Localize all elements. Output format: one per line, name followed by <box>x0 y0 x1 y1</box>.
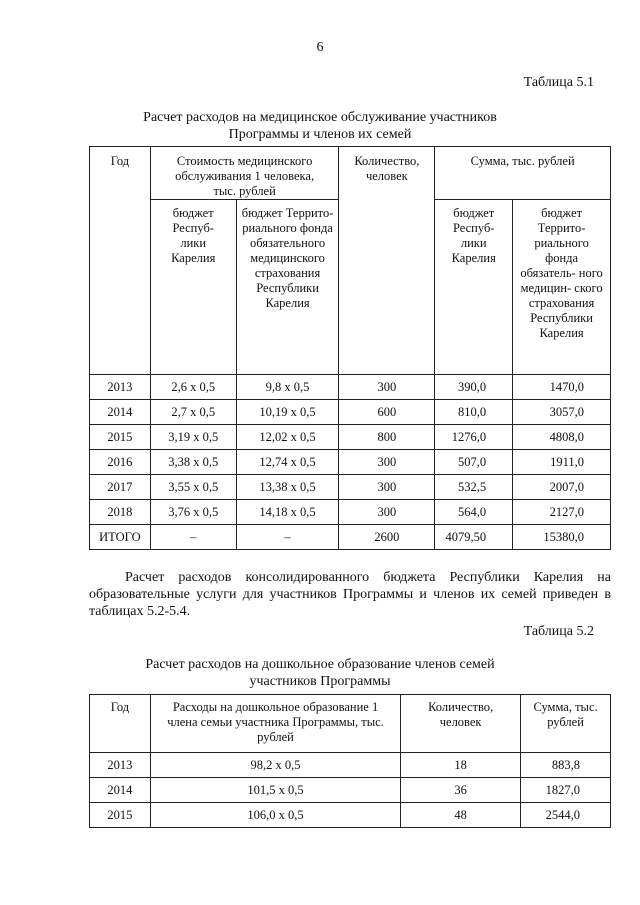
cell-sum-tfoms: 15380,0 <box>513 525 611 550</box>
table-row <box>90 425 611 450</box>
preschool-expenses-table <box>89 694 611 828</box>
header-year: Год <box>90 147 151 375</box>
cell-year: 2013 <box>90 375 151 400</box>
header-cost: Стоимость медицинского обслуживания 1 человека, тыс. рублей <box>150 147 339 200</box>
cell-cost-tfoms: 9,8 х 0,5 <box>236 375 339 400</box>
table-5-2-title <box>90 656 550 690</box>
cell-sum-rk: 1276,0 <box>435 425 513 450</box>
cell-cost-tfoms: 12,74 х 0,5 <box>236 450 339 475</box>
header-budget-tfoms: бюджет Террито- риального фонда обязательного медицинского страхования Республики Карелия <box>236 200 339 375</box>
cell-expense: 106,0 х 0,5 <box>150 803 400 828</box>
cell-sum-tfoms: 4808,0 <box>513 425 611 450</box>
header-quantity: Количество, человек <box>339 147 435 375</box>
cell-quantity: 300 <box>339 500 435 525</box>
cell-quantity: 800 <box>339 425 435 450</box>
cell-year: 2016 <box>90 450 151 475</box>
cell-quantity: 600 <box>339 400 435 425</box>
table-5-2-title-line2: участников Программы <box>249 674 391 689</box>
cell-sum-rk: 390,0 <box>435 375 513 400</box>
cell-sum-rk: 507,0 <box>435 450 513 475</box>
cell-sum: 2544,0 <box>521 803 611 828</box>
page-number: 6 <box>316 40 324 55</box>
medical-expenses-table <box>89 146 611 550</box>
cell-sum-tfoms: 1911,0 <box>513 450 611 475</box>
table-5-2-title-line1: Расчет расходов на дошкольное образование членов семей <box>145 657 495 672</box>
body-paragraph <box>89 569 611 620</box>
cell-sum-rk: 4079,50 <box>435 525 513 550</box>
cell-quantity: 300 <box>339 475 435 500</box>
cell-cost-rk: 2,6 х 0,5 <box>150 375 236 400</box>
header-year: Год <box>90 695 151 753</box>
table-row <box>90 450 611 475</box>
cell-cost-rk: 3,76 х 0,5 <box>150 500 236 525</box>
cell-cost-tfoms: 14,18 х 0,5 <box>236 500 339 525</box>
table-row <box>90 500 611 525</box>
body-paragraph-text: Расчет расходов консолидированного бюджета Республики Карелия на образовательные услуги для участников Программы и членов их семей приведен в таблицах 5.2-5.4. <box>89 570 611 619</box>
table-row <box>90 778 611 803</box>
cell-cost-tfoms: – <box>236 525 339 550</box>
cell-cost-tfoms: 13,38 х 0,5 <box>236 475 339 500</box>
cell-sum-tfoms: 2007,0 <box>513 475 611 500</box>
cell-year: 2015 <box>90 425 151 450</box>
cell-cost-tfoms: 12,02 х 0,5 <box>236 425 339 450</box>
table-row <box>90 475 611 500</box>
cell-year: 2014 <box>90 778 151 803</box>
cell-sum: 883,8 <box>521 753 611 778</box>
cell-quantity: 300 <box>339 375 435 400</box>
cell-cost-tfoms: 10,19 х 0,5 <box>236 400 339 425</box>
cell-cost-rk: 3,19 х 0,5 <box>150 425 236 450</box>
table-total-row <box>90 525 611 550</box>
table-header-row <box>90 147 611 200</box>
table-5-1-label: Таблица 5.1 <box>523 75 594 90</box>
table-row <box>90 753 611 778</box>
cell-quantity: 2600 <box>339 525 435 550</box>
cell-sum-rk: 532,5 <box>435 475 513 500</box>
header-quantity: Количество, человек <box>401 695 521 753</box>
header-expense: Расходы на дошкольное образование 1 члена семьи участника Программы, тыс. рублей <box>150 695 400 753</box>
table-row <box>90 803 611 828</box>
cell-year: 2014 <box>90 400 151 425</box>
cell-cost-rk: 2,7 х 0,5 <box>150 400 236 425</box>
cell-year: 2013 <box>90 753 151 778</box>
header-sum: Сумма, тыс. рублей <box>435 147 611 200</box>
cell-sum-tfoms: 3057,0 <box>513 400 611 425</box>
header-budget-rk: бюджет Респуб- лики Карелия <box>150 200 236 375</box>
cell-cost-rk: 3,55 х 0,5 <box>150 475 236 500</box>
table-row <box>90 400 611 425</box>
table-5-1-title-line1: Расчет расходов на медицинское обслуживание участников <box>143 110 497 125</box>
cell-sum-rk: 564,0 <box>435 500 513 525</box>
cell-quantity: 36 <box>401 778 521 803</box>
cell-year: 2018 <box>90 500 151 525</box>
header-sum-budget-tfoms: бюджет Террито- риального фонда обязатель- ного медицин- ского страхования Республики Карелия <box>513 200 611 375</box>
cell-expense: 98,2 х 0,5 <box>150 753 400 778</box>
table-5-2-label: Таблица 5.2 <box>523 624 594 639</box>
cell-sum-rk: 810,0 <box>435 400 513 425</box>
cell-sum-tfoms: 2127,0 <box>513 500 611 525</box>
cell-cost-rk: 3,38 х 0,5 <box>150 450 236 475</box>
cell-sum-tfoms: 1470,0 <box>513 375 611 400</box>
header-sum-budget-rk: бюджет Респуб- лики Карелия <box>435 200 513 375</box>
table-row <box>90 375 611 400</box>
table-header-row <box>90 695 611 753</box>
header-sum: Сумма, тыс. рублей <box>521 695 611 753</box>
cell-sum: 1827,0 <box>521 778 611 803</box>
cell-year: 2017 <box>90 475 151 500</box>
table-5-1-title <box>90 109 550 143</box>
cell-year: 2015 <box>90 803 151 828</box>
cell-quantity: 300 <box>339 450 435 475</box>
cell-expense: 101,5 х 0,5 <box>150 778 400 803</box>
cell-quantity: 48 <box>401 803 521 828</box>
cell-cost-rk: – <box>150 525 236 550</box>
cell-total-label: ИТОГО <box>90 525 151 550</box>
cell-quantity: 18 <box>401 753 521 778</box>
table-5-1-title-line2: Программы и членов их семей <box>228 127 412 142</box>
